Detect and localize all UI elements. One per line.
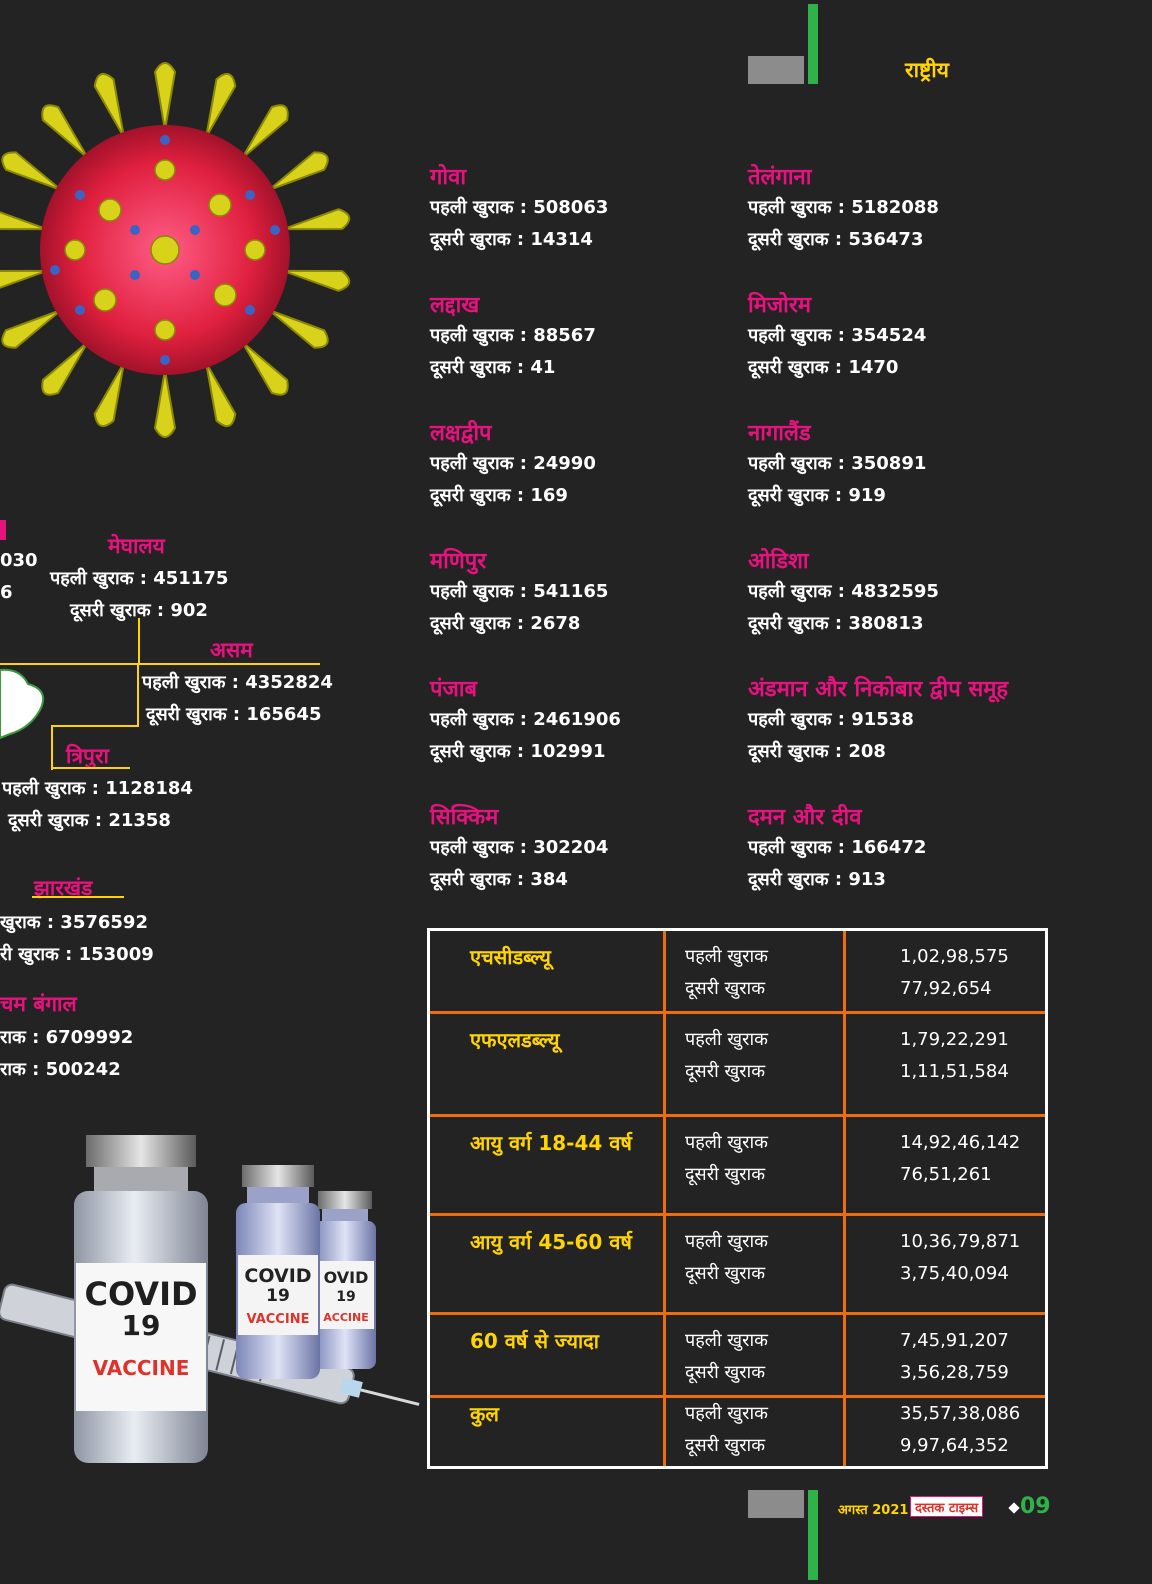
state-block — [748, 676, 1078, 768]
jharkhand-second-dose: री खुराक : 153009 — [0, 944, 154, 965]
state-name: सिक्किम — [430, 805, 499, 830]
state-name: दमन और दीव — [748, 805, 862, 830]
state-name: लद्दाख — [430, 293, 480, 318]
map-connector-lines — [0, 610, 330, 970]
first-dose-line: पहली खुराक : 541165 — [430, 581, 609, 602]
first-dose-line: पहली खुराक : 88567 — [430, 325, 596, 346]
second-dose-value: 3,75,40,094 — [900, 1263, 1009, 1284]
second-dose-line: दूसरी खुराक : 384 — [430, 869, 568, 890]
second-dose-line: दूसरी खुराक : 14314 — [430, 229, 593, 250]
first-dose-line: पहली खुराक : 24990 — [430, 453, 596, 474]
second-dose-line: दूसरी खुराक : 208 — [748, 741, 886, 762]
column-divider — [663, 1117, 666, 1213]
second-dose-line: दूसरी खुराक : 102991 — [430, 741, 606, 762]
first-dose-value: 35,57,38,086 — [900, 1403, 1021, 1424]
state-name: पंजाब — [430, 677, 478, 702]
first-dose-line: पहली खुराक : 508063 — [430, 197, 609, 218]
table-row — [430, 1014, 1045, 1117]
header-gray-block — [748, 56, 804, 84]
first-dose-line: पहली खुराक : 5182088 — [748, 197, 939, 218]
dose-values — [900, 1325, 1040, 1389]
big-vial-label-3: VACCINE — [92, 1356, 190, 1380]
state-name: गोवा — [430, 165, 467, 190]
first-dose-value: 14,92,46,142 — [900, 1132, 1021, 1153]
dose-labels — [685, 1127, 865, 1191]
meghalaya-second-dose: दूसरी खुराक : 902 — [70, 600, 208, 621]
state-block — [430, 420, 760, 512]
state-block — [748, 420, 1078, 512]
first-dose-label: पहली खुराक — [685, 1029, 768, 1050]
dose-labels — [685, 1226, 865, 1290]
first-dose-label: पहली खुराक — [685, 1330, 768, 1351]
second-dose-line: दूसरी खुराक : 41 — [430, 357, 556, 378]
second-dose-label: दूसरी खुराक — [685, 1435, 766, 1456]
second-dose-label: दूसरी खुराक — [685, 1061, 766, 1082]
first-dose-line: पहली खुराक : 2461906 — [430, 709, 621, 730]
page-number: 09 — [1020, 1494, 1051, 1519]
dose-values — [900, 1127, 1040, 1191]
cut-state-name-mark — [0, 520, 6, 540]
state-block — [430, 548, 760, 640]
dose-values — [900, 1226, 1040, 1290]
west-bengal-second-dose: राक : 500242 — [0, 1059, 121, 1080]
footer-gray-block — [748, 1490, 804, 1518]
state-name: अंडमान और निकोबार द्वीप समूह — [748, 677, 1009, 702]
small-vial-label-1: OVID — [323, 1268, 369, 1287]
column-divider — [663, 1014, 666, 1114]
first-dose-value: 7,45,91,207 — [900, 1330, 1009, 1351]
second-dose-line: दूसरी खुराक : 536473 — [748, 229, 924, 250]
first-dose-label: पहली खुराक — [685, 1231, 768, 1252]
state-block — [748, 292, 1078, 384]
small-vial-label-3: ACCINE — [323, 1311, 369, 1324]
second-dose-label: दूसरी खुराक — [685, 978, 766, 999]
state-name: मणिपुर — [430, 549, 487, 574]
footer-bullet — [1008, 1502, 1019, 1513]
table-row — [430, 1216, 1045, 1315]
meghalaya-first-dose: पहली खुराक : 451175 — [50, 568, 229, 589]
vaccination-table — [427, 928, 1048, 1469]
first-dose-label: पहली खुराक — [685, 946, 768, 967]
second-dose-line: दूसरी खुराक : 2678 — [430, 613, 581, 634]
tripura-first-dose: पहली खुराक : 1128184 — [2, 778, 193, 799]
coronavirus-illustration — [0, 55, 360, 445]
second-dose-label: दूसरी खुराक — [685, 1263, 766, 1284]
second-dose-value: 76,51,261 — [900, 1164, 992, 1185]
second-dose-line: दूसरी खुराक : 169 — [430, 485, 568, 506]
state-name: नागालैंड — [748, 421, 811, 446]
first-dose-line: पहली खुराक : 302204 — [430, 837, 609, 858]
state-name: तेलंगाना — [748, 165, 812, 190]
first-dose-value: 1,79,22,291 — [900, 1029, 1009, 1050]
mid-vial-label-1: COVID — [244, 1265, 312, 1287]
dose-values — [900, 1398, 1040, 1462]
state-name-assam: असम — [210, 638, 253, 662]
table-row — [430, 1117, 1045, 1216]
state-block — [430, 804, 760, 896]
category-label: आयु वर्ग 18-44 वर्ष — [470, 1131, 632, 1155]
state-block — [430, 676, 760, 768]
footer-brand-logo — [910, 1496, 983, 1517]
footer-month: अगस्त 2021 — [838, 1503, 909, 1518]
column-divider — [663, 1398, 666, 1466]
header-green-bar — [808, 4, 818, 84]
table-row — [430, 1315, 1045, 1398]
category-label: एचसीडब्ल्यू — [470, 945, 551, 969]
assam-first-dose: पहली खुराक : 4352824 — [142, 672, 333, 693]
state-name-tripura: त्रिपुरा — [66, 744, 109, 768]
first-dose-value: 10,36,79,871 — [900, 1231, 1021, 1252]
first-dose-line: पहली खुराक : 4832595 — [748, 581, 939, 602]
column-divider — [663, 1315, 666, 1395]
second-dose-line: दूसरी खुराक : 919 — [748, 485, 886, 506]
dose-values — [900, 1024, 1040, 1088]
small-vial-label-2: 19 — [336, 1289, 356, 1305]
state-block — [748, 164, 1078, 256]
table-row — [430, 931, 1045, 1014]
state-block — [748, 548, 1078, 640]
footer-brand: दस्तक टाइम्स — [915, 1501, 979, 1516]
cut-state-first-dose: 030 — [0, 550, 38, 571]
state-block — [430, 164, 760, 256]
second-dose-line: दूसरी खुराक : 1470 — [748, 357, 899, 378]
state-name: मिजोरम — [748, 293, 812, 318]
first-dose-value: 1,02,98,575 — [900, 946, 1009, 967]
first-dose-label: पहली खुराक — [685, 1403, 768, 1424]
dose-labels — [685, 941, 865, 1005]
tripura-second-dose: दूसरी खुराक : 21358 — [8, 810, 171, 831]
second-dose-value: 9,97,64,352 — [900, 1435, 1009, 1456]
state-block — [748, 804, 1078, 896]
second-dose-value: 1,11,51,584 — [900, 1061, 1009, 1082]
assam-second-dose: दूसरी खुराक : 165645 — [146, 704, 322, 725]
state-name-west-bengal: चम बंगाल — [0, 992, 77, 1016]
jharkhand-first-dose: खुराक : 3576592 — [0, 912, 148, 933]
second-dose-line: दूसरी खुराक : 380813 — [748, 613, 924, 634]
state-name-meghalaya: मेघालय — [108, 534, 165, 558]
second-dose-label: दूसरी खुराक — [685, 1164, 766, 1185]
first-dose-line: पहली खुराक : 91538 — [748, 709, 914, 730]
state-name-jharkhand: झारखंड — [34, 876, 93, 900]
dose-labels — [685, 1398, 865, 1462]
first-dose-line: पहली खुराक : 354524 — [748, 325, 927, 346]
second-dose-value: 3,56,28,759 — [900, 1362, 1009, 1383]
dose-labels — [685, 1024, 865, 1088]
state-block — [430, 292, 760, 384]
mid-vial-label-3: VACCINE — [246, 1312, 310, 1327]
category-label: कुल — [470, 1402, 499, 1426]
mid-vial-label-2: 19 — [266, 1286, 290, 1306]
cut-state-second-dose: 6 — [0, 582, 13, 603]
first-dose-line: पहली खुराक : 166472 — [748, 837, 927, 858]
second-dose-line: दूसरी खुराक : 913 — [748, 869, 886, 890]
big-vial-label-2: 19 — [121, 1309, 161, 1342]
first-dose-line: पहली खुराक : 350891 — [748, 453, 927, 474]
dose-labels — [685, 1325, 865, 1389]
second-dose-value: 77,92,654 — [900, 978, 992, 999]
dose-values — [900, 941, 1040, 1005]
state-name: ओडिशा — [748, 549, 809, 574]
west-bengal-first-dose: राक : 6709992 — [0, 1027, 134, 1048]
category-label: एफएलडब्ल्यू — [470, 1028, 560, 1052]
section-title: राष्ट्रीय — [905, 58, 949, 82]
footer-green-bar — [808, 1490, 818, 1580]
category-label: 60 वर्ष से ज्यादा — [470, 1329, 599, 1353]
second-dose-label: दूसरी खुराक — [685, 1362, 766, 1383]
first-dose-label: पहली खुराक — [685, 1132, 768, 1153]
vaccine-vials-illustration — [0, 1135, 420, 1480]
category-label: आयु वर्ग 45-60 वर्ष — [470, 1230, 632, 1254]
big-vial-label-1: COVID — [84, 1275, 198, 1313]
column-divider — [663, 931, 666, 1011]
state-name: लक्षद्वीप — [430, 421, 492, 446]
column-divider — [663, 1216, 666, 1312]
table-row — [430, 1398, 1045, 1466]
